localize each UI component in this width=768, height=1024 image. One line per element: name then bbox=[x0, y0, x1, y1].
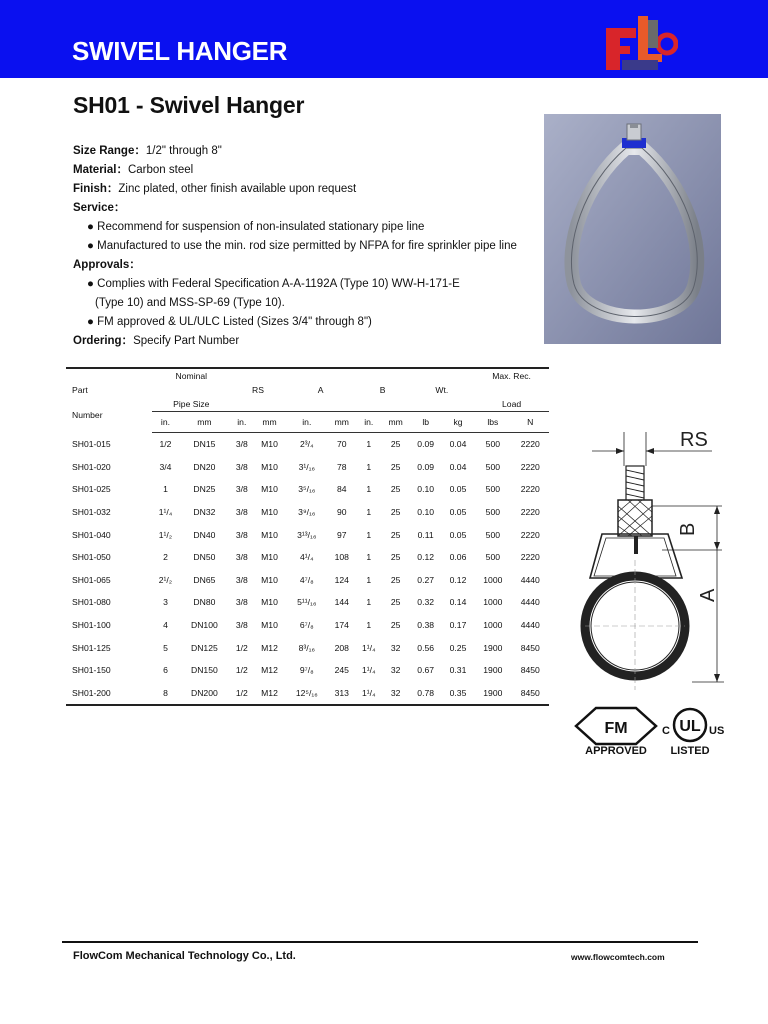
table-cell: 1900 bbox=[474, 682, 511, 706]
banner-title: SWIVEL HANGER bbox=[72, 36, 288, 66]
table-cell: 245 bbox=[334, 665, 349, 676]
table-cell: 1 bbox=[366, 597, 372, 608]
size-range-row bbox=[73, 142, 517, 161]
table-cell: 3/4 bbox=[159, 461, 172, 472]
table-cell: 500 bbox=[485, 484, 501, 495]
table-cell: 1900 bbox=[483, 665, 503, 676]
product-photo bbox=[544, 114, 721, 344]
unit-cell: mm bbox=[382, 412, 410, 433]
table-cell: 3/8 bbox=[235, 574, 248, 585]
arrowhead bbox=[616, 448, 624, 454]
table-header-row bbox=[66, 383, 549, 397]
finish-value: Zinc plated, other finish available upon request bbox=[118, 183, 357, 195]
swivel-pin bbox=[634, 536, 638, 554]
table-cell: 32 bbox=[390, 665, 401, 676]
part-number-cell: SH01-080 bbox=[72, 597, 111, 608]
approval-item-continued: (Type 10) and MSS-SP-69 (Type 10). bbox=[95, 297, 285, 309]
table-cell: 25 bbox=[390, 439, 401, 450]
unit-cell: kg bbox=[442, 412, 474, 433]
table-cell: 144 bbox=[334, 597, 349, 608]
table-cell: 4⁷/₈ bbox=[299, 574, 314, 585]
spec-list bbox=[73, 142, 517, 351]
table-row bbox=[66, 456, 549, 479]
part-number-cell: SH01-040 bbox=[72, 529, 111, 540]
table-cell: 5 bbox=[163, 642, 168, 653]
table-cell: 0.25 bbox=[449, 642, 467, 653]
table-cell: 84 bbox=[337, 484, 347, 495]
table-cell: M12 bbox=[261, 665, 278, 676]
table-cell: 0.04 bbox=[449, 439, 467, 450]
table-cell: 12⁵/₁₆ bbox=[286, 682, 328, 706]
table-cell: 8450 bbox=[512, 682, 549, 706]
table-cell: DN20 bbox=[193, 461, 216, 472]
unit-cell: lbs bbox=[474, 412, 511, 433]
table-cell: 1900 bbox=[483, 642, 503, 653]
table-cell: 1/2 bbox=[159, 439, 172, 450]
col-header-wt: Wt. bbox=[435, 385, 449, 395]
table-cell: DN32 bbox=[193, 507, 216, 518]
table-cell: 0.10 bbox=[417, 507, 435, 518]
table-row bbox=[66, 569, 549, 592]
table-cell: 0.09 bbox=[417, 439, 435, 450]
unit-cell: N bbox=[512, 412, 549, 433]
table-cell: 3/8 bbox=[235, 484, 248, 495]
ul-us-text: US bbox=[709, 725, 725, 737]
table-cell: DN40 bbox=[193, 529, 216, 540]
part-number-cell: SH01-025 bbox=[72, 484, 111, 495]
table-cell: 1000 bbox=[483, 597, 503, 608]
table-cell: 3¹³/₁₆ bbox=[297, 529, 317, 540]
table-cell: 1/2 bbox=[230, 682, 253, 706]
unit-cell: in. bbox=[152, 412, 178, 433]
col-header-number: Number bbox=[72, 409, 103, 420]
table-cell: 8³/₁₆ bbox=[298, 642, 315, 653]
service-row bbox=[73, 199, 517, 218]
table-cell: 1¹/₄ bbox=[361, 642, 376, 653]
table-cell: 0.06 bbox=[449, 552, 467, 563]
table-cell: 2³/₄ bbox=[300, 439, 314, 450]
table-cell: DN100 bbox=[191, 620, 218, 631]
table-cell: 25 bbox=[390, 620, 401, 631]
unit-cell: mm bbox=[179, 412, 231, 433]
table-cell: 500 bbox=[485, 529, 501, 540]
table-cell: 8450 bbox=[520, 642, 540, 653]
table-cell: 0.12 bbox=[449, 574, 467, 585]
table-cell: 500 bbox=[485, 552, 501, 563]
table-cell: M10 bbox=[261, 597, 278, 608]
table-cell: 78 bbox=[337, 461, 347, 472]
table-header-row bbox=[66, 368, 549, 383]
table-cell: 1 bbox=[366, 439, 372, 450]
table-cell: 1¹/₄ bbox=[361, 665, 376, 676]
table-cell: M12 bbox=[253, 682, 285, 706]
table-row bbox=[66, 478, 549, 501]
table-cell: 25 bbox=[390, 507, 401, 518]
table-cell: 32 bbox=[390, 642, 401, 653]
footer-company: FlowCom Mechanical Technology Co., Ltd. bbox=[73, 950, 296, 962]
table-cell: 0.05 bbox=[449, 507, 467, 518]
header-banner bbox=[0, 0, 768, 78]
table-cell: 0.09 bbox=[417, 461, 435, 472]
table-cell: 0.31 bbox=[449, 665, 467, 676]
ul-c-text: C bbox=[662, 725, 670, 737]
table-row bbox=[66, 682, 549, 706]
table-cell: 1/2 bbox=[235, 665, 248, 676]
table-cell: 8 bbox=[152, 682, 178, 706]
table-cell: 500 bbox=[485, 439, 501, 450]
footer-divider bbox=[62, 941, 698, 943]
table-cell: 3¹/₁₆ bbox=[298, 461, 315, 472]
unit-cell: mm bbox=[328, 412, 356, 433]
table-cell: 6⁷/₈ bbox=[299, 620, 314, 631]
certification-marks bbox=[574, 706, 739, 758]
table-cell: 4440 bbox=[520, 597, 540, 608]
table-cell: DN125 bbox=[191, 642, 218, 653]
ordering-label: Ordering： bbox=[73, 335, 134, 347]
table-cell: 3⁵/₁₆ bbox=[298, 484, 316, 495]
table-cell: 3/8 bbox=[235, 461, 248, 472]
table-cell: 4 bbox=[163, 620, 168, 631]
a-label: A bbox=[697, 588, 719, 602]
approval-item: ● Complies with Federal Specification A-A-1192A (Type 10) WW-H-171-E bbox=[87, 278, 460, 290]
table-cell: 70 bbox=[337, 439, 347, 450]
table-cell: DN200 bbox=[179, 682, 231, 706]
table-cell: 1¹/₂ bbox=[158, 529, 173, 540]
finish-label: Finish： bbox=[73, 183, 119, 195]
table-cell: 500 bbox=[485, 507, 501, 518]
table-cell: 5¹¹/₁₆ bbox=[297, 597, 317, 608]
table-cell: 2220 bbox=[520, 552, 540, 563]
table-cell: 0.32 bbox=[417, 597, 435, 608]
table-cell: M10 bbox=[261, 529, 278, 540]
col-header-load: Load bbox=[502, 399, 522, 409]
table-cell: 3/8 bbox=[235, 529, 248, 540]
part-number-cell: SH01-125 bbox=[72, 642, 111, 653]
finish-row bbox=[73, 180, 517, 199]
table-cell: 4440 bbox=[520, 620, 540, 631]
table-cell: M10 bbox=[261, 620, 278, 631]
table-row bbox=[66, 659, 549, 682]
table-cell: 2¹/₂ bbox=[158, 574, 173, 585]
service-item: ● Manufactured to use the min. rod size permitted by NFPA for fire sprinkler pipe line bbox=[87, 240, 517, 252]
material-value: Carbon steel bbox=[127, 164, 194, 176]
table-cell: 3/8 bbox=[235, 620, 248, 631]
table-cell: 0.14 bbox=[449, 597, 467, 608]
table-cell: 97 bbox=[337, 529, 347, 540]
table-cell: 90 bbox=[337, 507, 347, 518]
table-cell: M10 bbox=[261, 552, 278, 563]
table-cell: 208 bbox=[334, 642, 349, 653]
part-number-cell: SH01-065 bbox=[72, 574, 111, 585]
table-cell: 2 bbox=[163, 552, 168, 563]
table-cell: 25 bbox=[390, 484, 401, 495]
table-cell: 0.78 bbox=[410, 682, 442, 706]
table-cell: 25 bbox=[390, 552, 401, 563]
b-label: B bbox=[677, 522, 699, 536]
ordering-value: Specify Part Number bbox=[133, 335, 240, 347]
size-range-label: Size Range： bbox=[73, 145, 146, 157]
table-cell: 1/2 bbox=[235, 642, 248, 653]
service-label: Service： bbox=[73, 202, 126, 214]
table-cell: 0.56 bbox=[417, 642, 435, 653]
table-cell: 313 bbox=[328, 682, 356, 706]
table-row bbox=[66, 433, 549, 456]
col-header-part bbox=[66, 368, 152, 383]
part-number-cell: SH01-032 bbox=[72, 507, 111, 518]
table-cell: 0.17 bbox=[449, 620, 467, 631]
table-cell: 25 bbox=[390, 574, 401, 585]
table-cell: 2220 bbox=[520, 529, 540, 540]
company-logo bbox=[604, 14, 678, 74]
table-cell: DN15 bbox=[193, 439, 216, 450]
table-cell: 3/8 bbox=[235, 552, 248, 563]
table-cell: 1 bbox=[366, 484, 372, 495]
unit-cell: in. bbox=[286, 412, 328, 433]
table-cell: 1000 bbox=[483, 574, 503, 585]
table-cell: 2220 bbox=[520, 439, 540, 450]
table-cell: 1 bbox=[366, 552, 372, 563]
approvals-row bbox=[73, 256, 517, 275]
table-cell: M10 bbox=[261, 439, 278, 450]
table-header-row bbox=[66, 397, 549, 412]
table-cell: DN25 bbox=[193, 484, 216, 495]
table-cell: 3/8 bbox=[235, 439, 248, 450]
arrowhead bbox=[714, 506, 720, 514]
unit-cell: in. bbox=[230, 412, 253, 433]
approval-item: ● FM approved & UL/ULC Listed (Sizes 3/4" through 8") bbox=[87, 316, 372, 328]
table-cell: 1 bbox=[366, 620, 372, 631]
table-cell: 0.04 bbox=[449, 461, 467, 472]
arrowhead bbox=[714, 674, 720, 682]
table-cell: M12 bbox=[261, 642, 278, 653]
table-cell: 3/8 bbox=[235, 597, 248, 608]
unit-cell: lb bbox=[410, 412, 442, 433]
table-cell: 9⁷/₈ bbox=[299, 665, 314, 676]
table-cell: 3⁹/₁₆ bbox=[298, 507, 316, 518]
table-row bbox=[66, 636, 549, 659]
table-cell: 8450 bbox=[520, 665, 540, 676]
table-cell: 3 bbox=[163, 597, 168, 608]
table-cell: DN150 bbox=[191, 665, 218, 676]
part-number-cell: SH01-015 bbox=[72, 439, 111, 450]
table-cell: 0.05 bbox=[449, 529, 467, 540]
table-cell: 0.38 bbox=[417, 620, 435, 631]
table-cell: DN50 bbox=[193, 552, 216, 563]
col-header-a: A bbox=[317, 385, 324, 395]
unit-cell: mm bbox=[253, 412, 285, 433]
col-header-b: B bbox=[379, 385, 386, 395]
table-cell: M10 bbox=[261, 484, 278, 495]
table-cell: 1000 bbox=[483, 620, 503, 631]
table-cell: 6 bbox=[163, 665, 168, 676]
ordering-row bbox=[73, 332, 517, 351]
table-cell: 32 bbox=[382, 682, 410, 706]
part-number-cell: SH01-050 bbox=[72, 552, 111, 563]
part-number-cell: SH01-150 bbox=[72, 665, 111, 676]
table-cell: 25 bbox=[390, 529, 401, 540]
table-cell: 4440 bbox=[520, 574, 540, 585]
table-body bbox=[66, 433, 549, 706]
spec-table bbox=[66, 367, 549, 706]
table-cell: 2220 bbox=[520, 461, 540, 472]
material-row bbox=[73, 161, 517, 180]
table-cell: 0.12 bbox=[417, 552, 435, 563]
product-title: SH01 - Swivel Hanger bbox=[73, 92, 305, 118]
col-header-nominal: Nominal bbox=[152, 368, 230, 383]
col-header-rs: RS bbox=[251, 385, 264, 395]
part-number-cell: SH01-200 bbox=[66, 682, 152, 706]
table-cell: 0.35 bbox=[442, 682, 474, 706]
size-range-value: 1/2" through 8" bbox=[145, 145, 222, 157]
approvals-label: Approvals： bbox=[73, 259, 141, 271]
part-number-cell: SH01-020 bbox=[72, 461, 111, 472]
table-cell: 1 bbox=[366, 529, 372, 540]
fm-text: FM bbox=[604, 720, 628, 737]
table-cell: 108 bbox=[334, 552, 349, 563]
table-cell: DN80 bbox=[193, 597, 216, 608]
col-header-max-rec: Max. Rec. bbox=[474, 368, 549, 383]
table-cell: 0.67 bbox=[417, 665, 435, 676]
arrowhead bbox=[646, 448, 654, 454]
table-row bbox=[66, 614, 549, 637]
table-cell: 1 bbox=[366, 574, 372, 585]
table-cell: 124 bbox=[334, 574, 349, 585]
table-cell: M10 bbox=[261, 574, 278, 585]
arrowhead bbox=[714, 542, 720, 550]
listed-text: LISTED bbox=[670, 745, 710, 757]
table-cell: 0.05 bbox=[449, 484, 467, 495]
approved-text: APPROVED bbox=[585, 745, 647, 757]
unit-cell: in. bbox=[356, 412, 382, 433]
table-cell: 1¹/₄ bbox=[356, 682, 382, 706]
table-cell: 1¹/₄ bbox=[158, 507, 173, 518]
dimension-diagram bbox=[572, 420, 747, 695]
table-cell: 1 bbox=[366, 461, 372, 472]
table-cell: 1 bbox=[163, 484, 168, 495]
table-cell: 2220 bbox=[520, 507, 540, 518]
col-header-part-label: Part bbox=[72, 385, 88, 395]
table-cell: 500 bbox=[485, 461, 501, 472]
table-row bbox=[66, 546, 549, 569]
table-cell: 1 bbox=[366, 507, 372, 518]
table-row bbox=[66, 523, 549, 546]
rs-label: RS bbox=[680, 429, 708, 451]
table-cell: 174 bbox=[334, 620, 349, 631]
table-cell: 0.11 bbox=[417, 529, 434, 540]
service-item: ● Recommend for suspension of non-insulated stationary pipe line bbox=[87, 221, 425, 233]
table-cell: M10 bbox=[261, 507, 278, 518]
table-cell: DN65 bbox=[193, 574, 216, 585]
table-cell: 2220 bbox=[520, 484, 540, 495]
material-label: Material： bbox=[73, 164, 128, 176]
col-header-pipe-size: Pipe Size bbox=[173, 399, 210, 409]
table-cell: 25 bbox=[390, 597, 401, 608]
table-cell: 25 bbox=[390, 461, 401, 472]
table-cell: 0.10 bbox=[417, 484, 435, 495]
table-cell: 3/8 bbox=[235, 507, 248, 518]
table-cell: M10 bbox=[261, 461, 278, 472]
ul-text: UL bbox=[679, 718, 701, 735]
table-cell: 0.27 bbox=[417, 574, 435, 585]
table-cell: 4¹/₄ bbox=[300, 552, 314, 563]
footer-website[interactable]: www.flowcomtech.com bbox=[571, 952, 665, 962]
table-row bbox=[66, 591, 549, 614]
part-number-cell: SH01-100 bbox=[72, 620, 111, 631]
table-row bbox=[66, 501, 549, 524]
